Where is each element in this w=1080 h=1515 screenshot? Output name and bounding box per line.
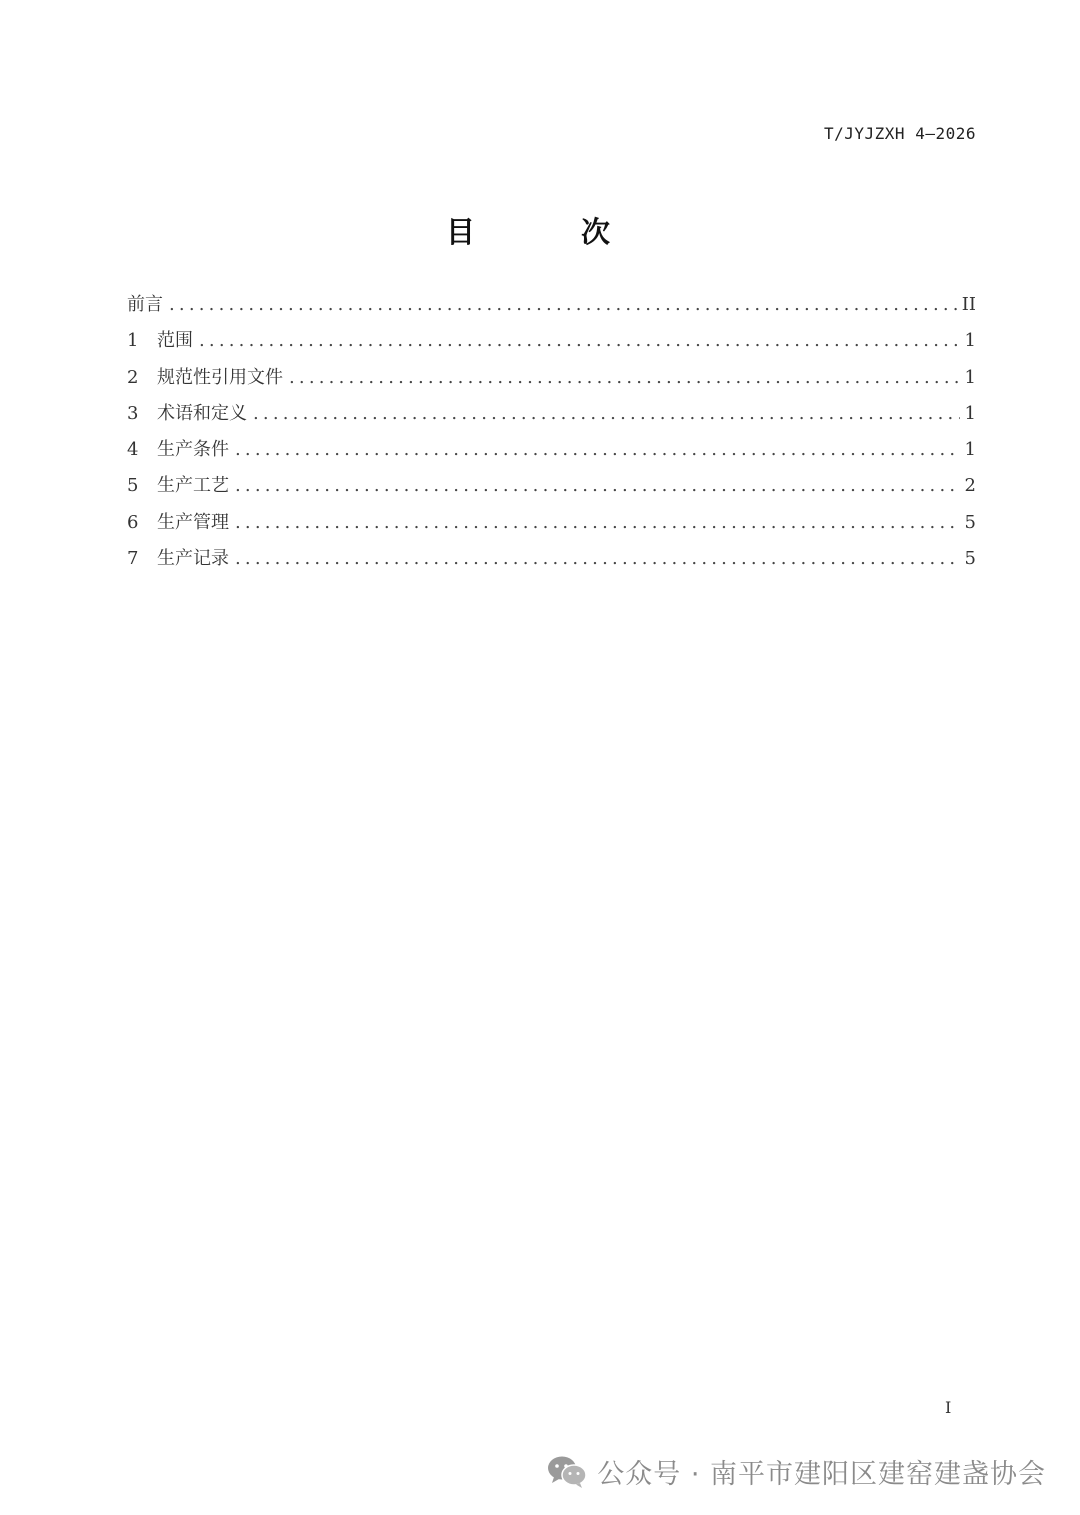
toc-entry-label: 规范性引用文件 [157, 366, 283, 388]
toc-entry-label: 生产记录 [157, 548, 229, 570]
toc-entry-page: 1 [964, 402, 976, 424]
wechat-watermark [547, 1452, 1046, 1491]
watermark-text: 公众号 · 南平市建阳区建窑建盏协会 [597, 1459, 1046, 1490]
table-of-contents [127, 290, 976, 580]
toc-entry-page: 5 [964, 548, 976, 570]
toc-entry-label: 生产条件 [157, 439, 229, 461]
toc-entry-foreword[interactable] [127, 290, 976, 326]
toc-entry-production-management[interactable] [127, 508, 976, 544]
toc-entry-scope[interactable] [127, 326, 976, 362]
toc-title: 目 次 [445, 215, 659, 249]
toc-entry-number: 2 [127, 366, 139, 388]
toc-entry-number: 1 [127, 330, 139, 352]
toc-leader-dots [235, 548, 960, 569]
toc-entry-page: II [961, 294, 976, 315]
toc-entry-production-conditions[interactable] [127, 435, 976, 471]
toc-entry-normative-references[interactable] [127, 363, 976, 399]
toc-leader-dots [169, 294, 958, 315]
toc-leader-dots [235, 512, 960, 533]
toc-leader-dots [199, 330, 960, 351]
toc-entry-page: 1 [964, 330, 976, 352]
toc-leader-dots [235, 439, 960, 460]
toc-entry-label: 生产工艺 [157, 475, 229, 497]
toc-entry-page: 2 [964, 475, 976, 497]
toc-leader-dots [289, 367, 960, 388]
toc-entry-page: 5 [964, 511, 976, 533]
toc-entry-number: 4 [127, 439, 139, 461]
toc-entry-label: 术语和定义 [157, 402, 247, 424]
wechat-icon [547, 1455, 587, 1489]
toc-entry-terms-definitions[interactable] [127, 399, 976, 435]
toc-entry-production-records[interactable] [127, 544, 976, 580]
toc-leader-dots [253, 403, 960, 424]
toc-entry-label: 前言 [127, 294, 163, 315]
toc-entry-page: 1 [964, 439, 976, 461]
toc-entry-number: 3 [127, 402, 139, 424]
toc-entry-label: 生产管理 [157, 511, 229, 533]
standard-code: T/JYJZXH 4—2026 [824, 124, 976, 143]
toc-entry-number: 7 [127, 548, 139, 570]
toc-entry-page: 1 [964, 366, 976, 388]
toc-entry-label: 范围 [157, 330, 193, 352]
toc-entry-production-process[interactable] [127, 471, 976, 507]
page-folio: I [945, 1398, 952, 1417]
toc-entry-number: 5 [127, 475, 139, 497]
toc-entry-number: 6 [127, 511, 139, 533]
toc-leader-dots [235, 475, 960, 496]
